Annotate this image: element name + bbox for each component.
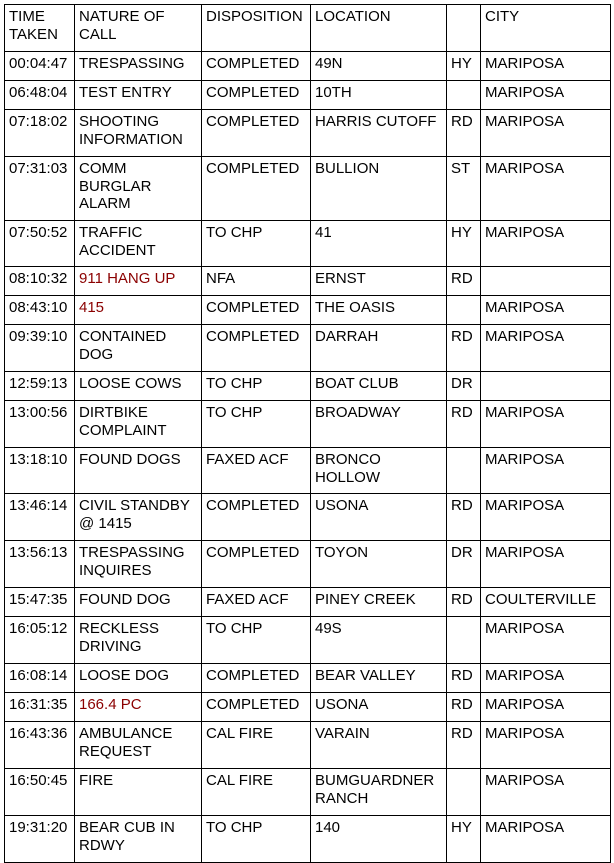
city-cell: COULTERVILLE	[481, 588, 611, 617]
nature-cell: LOOSE COWS	[75, 372, 202, 401]
disposition-cell: COMPLETED	[202, 693, 311, 722]
disposition-cell: NFA	[202, 267, 311, 296]
suffix-cell: RD	[447, 664, 481, 693]
time-cell: 07:31:03	[5, 157, 75, 221]
suffix-cell: RD	[447, 110, 481, 157]
city-cell: MARIPOSA	[481, 494, 611, 541]
location-cell: USONA	[311, 494, 447, 541]
table-row	[5, 693, 611, 722]
disposition-cell: COMPLETED	[202, 541, 311, 588]
time-cell: 13:46:14	[5, 494, 75, 541]
location-cell: BULLION	[311, 157, 447, 221]
header-city: CITY	[481, 5, 611, 52]
table-row	[5, 110, 611, 157]
disposition-cell: CAL FIRE	[202, 769, 311, 816]
disposition-cell: COMPLETED	[202, 157, 311, 221]
time-cell: 13:56:13	[5, 541, 75, 588]
header-disposition: DISPOSITION	[202, 5, 311, 52]
time-cell: 08:43:10	[5, 296, 75, 325]
suffix-cell: RD	[447, 722, 481, 769]
disposition-cell: TO CHP	[202, 816, 311, 863]
city-cell: MARIPOSA	[481, 541, 611, 588]
table-row	[5, 617, 611, 664]
suffix-cell: DR	[447, 372, 481, 401]
time-cell: 13:00:56	[5, 401, 75, 448]
city-cell	[481, 372, 611, 401]
call-log-body	[5, 52, 611, 863]
nature-cell: BEAR CUB IN RDWY	[75, 816, 202, 863]
city-cell: MARIPOSA	[481, 769, 611, 816]
time-cell: 00:04:47	[5, 52, 75, 81]
time-cell: 16:05:12	[5, 617, 75, 664]
location-cell: BROADWAY	[311, 401, 447, 448]
header-time-taken: TIME TAKEN	[5, 5, 75, 52]
disposition-cell: COMPLETED	[202, 325, 311, 372]
nature-cell: 166.4 PC	[75, 693, 202, 722]
nature-cell: FOUND DOG	[75, 588, 202, 617]
suffix-cell: HY	[447, 221, 481, 267]
city-cell: MARIPOSA	[481, 52, 611, 81]
location-cell: DARRAH	[311, 325, 447, 372]
time-cell: 12:59:13	[5, 372, 75, 401]
suffix-cell: DR	[447, 541, 481, 588]
suffix-cell: RD	[447, 325, 481, 372]
table-row	[5, 401, 611, 448]
disposition-cell: FAXED ACF	[202, 448, 311, 494]
suffix-cell	[447, 617, 481, 664]
disposition-cell: FAXED ACF	[202, 588, 311, 617]
city-cell	[481, 267, 611, 296]
disposition-cell: COMPLETED	[202, 664, 311, 693]
city-cell: MARIPOSA	[481, 448, 611, 494]
nature-cell: DIRTBIKE COMPLAINT	[75, 401, 202, 448]
location-cell: 49S	[311, 617, 447, 664]
suffix-cell	[447, 81, 481, 110]
nature-cell: FOUND DOGS	[75, 448, 202, 494]
table-row	[5, 448, 611, 494]
table-row	[5, 816, 611, 863]
suffix-cell: HY	[447, 816, 481, 863]
time-cell: 16:43:36	[5, 722, 75, 769]
nature-cell: LOOSE DOG	[75, 664, 202, 693]
table-row	[5, 81, 611, 110]
disposition-cell: TO CHP	[202, 372, 311, 401]
time-cell: 19:31:20	[5, 816, 75, 863]
table-row	[5, 664, 611, 693]
city-cell: MARIPOSA	[481, 664, 611, 693]
nature-cell: TRESPASSING INQUIRES	[75, 541, 202, 588]
location-cell: THE OASIS	[311, 296, 447, 325]
city-cell: MARIPOSA	[481, 722, 611, 769]
disposition-cell: TO CHP	[202, 221, 311, 267]
location-cell: HARRIS CUTOFF	[311, 110, 447, 157]
location-cell: ERNST	[311, 267, 447, 296]
time-cell: 16:31:35	[5, 693, 75, 722]
location-cell: TOYON	[311, 541, 447, 588]
suffix-cell: ST	[447, 157, 481, 221]
header-nature-of-call: NATURE OF CALL	[75, 5, 202, 52]
header-row	[5, 5, 611, 52]
time-cell: 16:08:14	[5, 664, 75, 693]
time-cell: 08:10:32	[5, 267, 75, 296]
city-cell: MARIPOSA	[481, 81, 611, 110]
table-row	[5, 722, 611, 769]
location-cell: 41	[311, 221, 447, 267]
time-cell: 16:50:45	[5, 769, 75, 816]
city-cell: MARIPOSA	[481, 296, 611, 325]
table-row	[5, 267, 611, 296]
suffix-cell: HY	[447, 52, 481, 81]
table-row	[5, 296, 611, 325]
city-cell: MARIPOSA	[481, 221, 611, 267]
city-cell: MARIPOSA	[481, 157, 611, 221]
table-row	[5, 52, 611, 81]
table-row	[5, 372, 611, 401]
table-row	[5, 325, 611, 372]
disposition-cell: COMPLETED	[202, 494, 311, 541]
city-cell: MARIPOSA	[481, 693, 611, 722]
location-cell: BOAT CLUB	[311, 372, 447, 401]
table-row	[5, 588, 611, 617]
suffix-cell	[447, 296, 481, 325]
suffix-cell	[447, 769, 481, 816]
city-cell: MARIPOSA	[481, 816, 611, 863]
time-cell: 06:48:04	[5, 81, 75, 110]
location-cell: PINEY CREEK	[311, 588, 447, 617]
nature-cell: 911 HANG UP	[75, 267, 202, 296]
nature-cell: SHOOTING INFORMATION	[75, 110, 202, 157]
city-cell: MARIPOSA	[481, 325, 611, 372]
nature-cell: 415	[75, 296, 202, 325]
time-cell: 15:47:35	[5, 588, 75, 617]
location-cell: 140	[311, 816, 447, 863]
city-cell: MARIPOSA	[481, 401, 611, 448]
suffix-cell	[447, 448, 481, 494]
time-cell: 13:18:10	[5, 448, 75, 494]
table-row	[5, 541, 611, 588]
table-row	[5, 157, 611, 221]
location-cell: 10TH	[311, 81, 447, 110]
disposition-cell: COMPLETED	[202, 81, 311, 110]
nature-cell: TEST ENTRY	[75, 81, 202, 110]
nature-cell: CIVIL STANDBY @ 1415	[75, 494, 202, 541]
nature-cell: TRESPASSING	[75, 52, 202, 81]
time-cell: 09:39:10	[5, 325, 75, 372]
suffix-cell: RD	[447, 267, 481, 296]
table-row	[5, 221, 611, 267]
disposition-cell: CAL FIRE	[202, 722, 311, 769]
city-cell: MARIPOSA	[481, 110, 611, 157]
nature-cell: TRAFFIC ACCIDENT	[75, 221, 202, 267]
suffix-cell: RD	[447, 494, 481, 541]
suffix-cell: RD	[447, 693, 481, 722]
nature-cell: FIRE	[75, 769, 202, 816]
header-suffix	[447, 5, 481, 52]
location-cell: VARAIN	[311, 722, 447, 769]
location-cell: BUMGUARDNER RANCH	[311, 769, 447, 816]
nature-cell: CONTAINED DOG	[75, 325, 202, 372]
table-row	[5, 494, 611, 541]
disposition-cell: COMPLETED	[202, 110, 311, 157]
table-row	[5, 769, 611, 816]
disposition-cell: TO CHP	[202, 401, 311, 448]
disposition-cell: COMPLETED	[202, 296, 311, 325]
call-log-table	[4, 4, 611, 863]
city-cell: MARIPOSA	[481, 617, 611, 664]
location-cell: BRONCO HOLLOW	[311, 448, 447, 494]
nature-cell: COMM BURGLAR ALARM	[75, 157, 202, 221]
time-cell: 07:18:02	[5, 110, 75, 157]
location-cell: USONA	[311, 693, 447, 722]
disposition-cell: COMPLETED	[202, 52, 311, 81]
location-cell: BEAR VALLEY	[311, 664, 447, 693]
suffix-cell: RD	[447, 588, 481, 617]
time-cell: 07:50:52	[5, 221, 75, 267]
location-cell: 49N	[311, 52, 447, 81]
nature-cell: AMBULANCE REQUEST	[75, 722, 202, 769]
suffix-cell: RD	[447, 401, 481, 448]
header-location: LOCATION	[311, 5, 447, 52]
disposition-cell: TO CHP	[202, 617, 311, 664]
nature-cell: RECKLESS DRIVING	[75, 617, 202, 664]
